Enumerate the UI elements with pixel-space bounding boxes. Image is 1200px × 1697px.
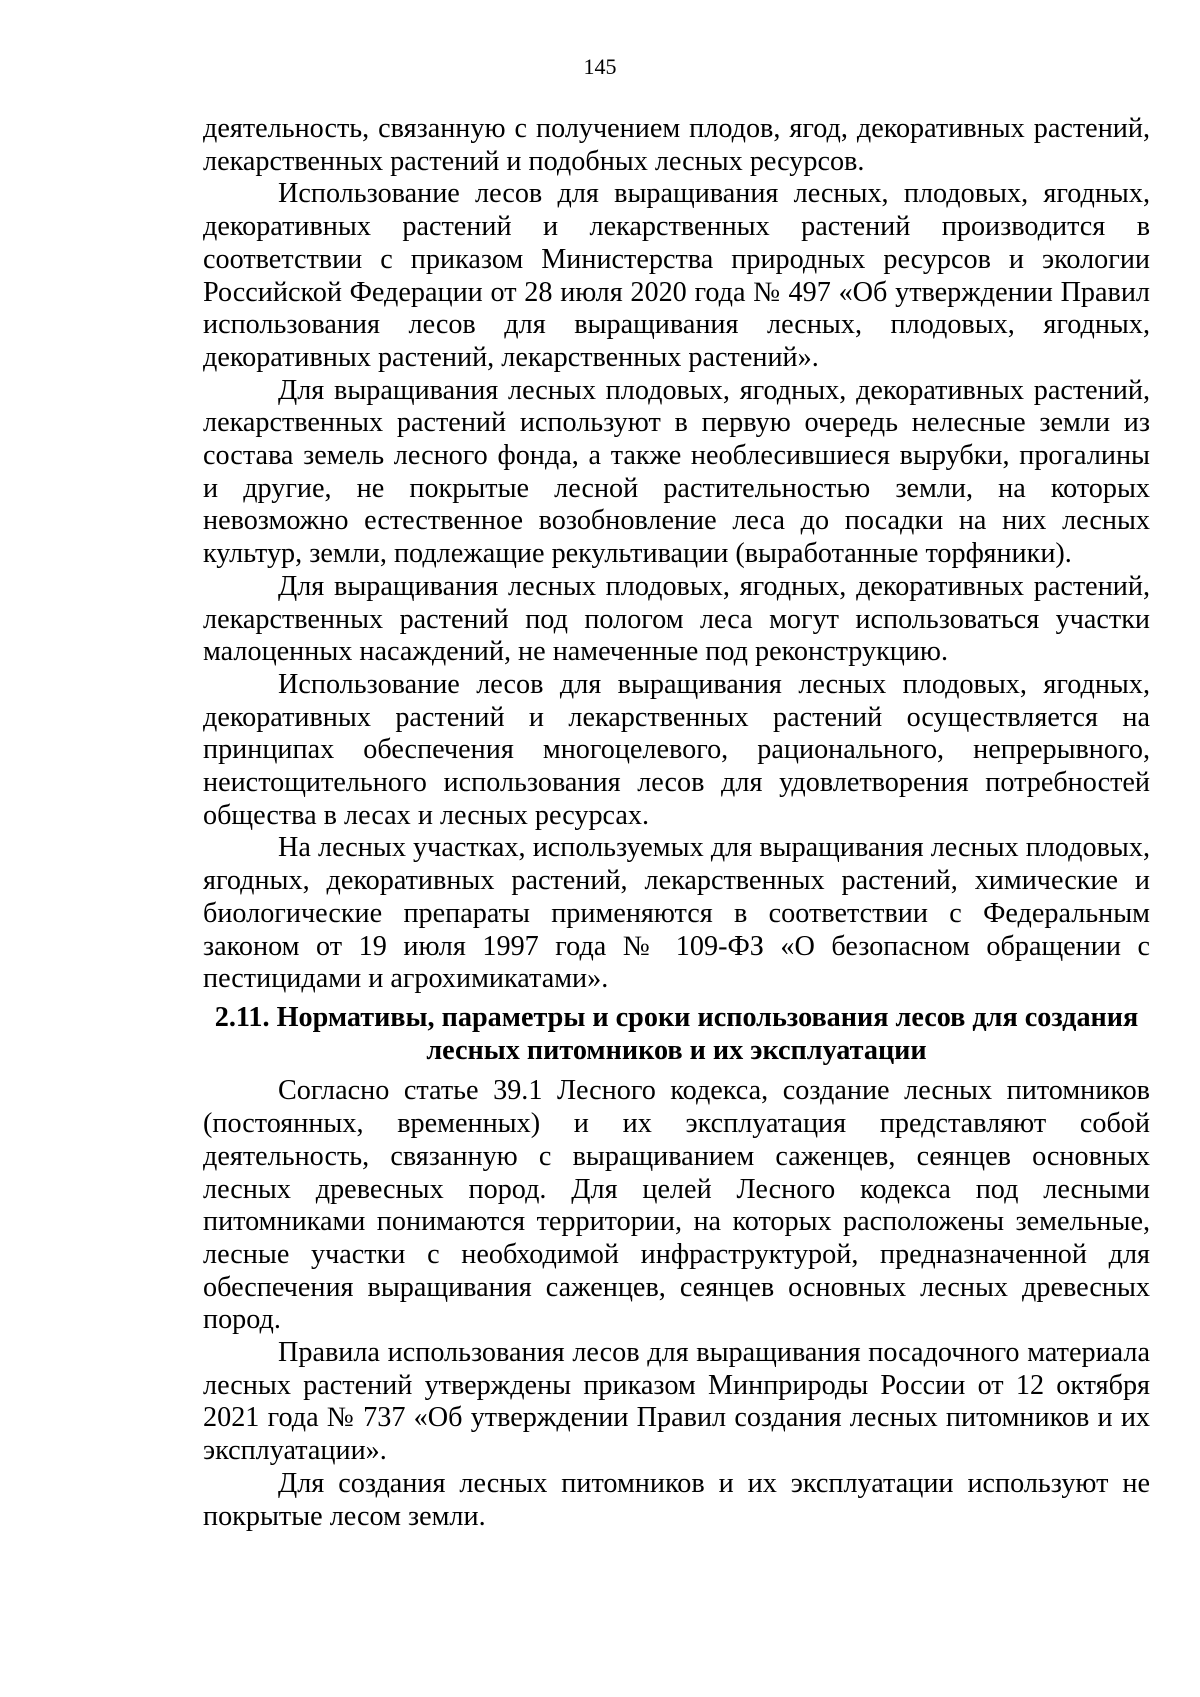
paragraph: Использование лесов для выращивания лесных, плодовых, ягодных, декоративных растений и лекарственных растений производится в соответствии с приказом Министерства природных ресурсов и экологии Российской Федерации от 28 июля 2020 года № 497 «Об утверждении Правил использования лесов для выращивания лесных, плодовых, ягодных, декоративных растений, лекарственных растений». bbox=[203, 178, 1150, 373]
page-number: 145 bbox=[583, 54, 617, 79]
section-heading-line-1: 2.11. Нормативы, параметры и сроки использования лесов для создания bbox=[214, 1001, 1139, 1033]
page-content bbox=[203, 113, 1150, 1533]
section-heading-line-2: лесных питомников и их эксплуатации bbox=[426, 1034, 927, 1066]
paragraph-continuation: деятельность, связанную с получением плодов, ягод, декоративных растений, лекарственных растений и подобных лесных ресурсов. bbox=[203, 113, 1150, 177]
paragraph: Для выращивания лесных плодовых, ягодных, декоративных растений, лекарственных растений используют в первую очередь нелесные земли из состава земель лесного фонда, а также необлесившиеся вырубки, прогалины и другие, не покрытые лесной растительностью земли, на которых невозможно естественное возобновление леса до посадки на них лесных культур, земли, подлежащие рекультивации (выработанные торфяники). bbox=[203, 374, 1150, 570]
paragraph: Согласно статье 39.1 Лесного кодекса, создание лесных питомников (постоянных, временных) и их эксплуатация представляют собой деятельность, связанную с выращиванием саженцев, сеянцев основных лесных древесных пород. Для целей Лесного кодекса под лесными питомниками понимаются территории, на которых расположены земельные, лесные участки с необходимой инфраструктурой, предназначенной для обеспечения выращивания саженцев, сеянцев основных лесных древесных пород. bbox=[203, 1075, 1150, 1336]
section-heading bbox=[203, 1002, 1150, 1067]
paragraph: Для создания лесных питомников и их эксплуатации используют не покрытые лесом земли. bbox=[203, 1467, 1150, 1532]
paragraph: На лесных участках, используемых для выращивания лесных плодовых, ягодных, декоративных растений, лекарственных растений, химические и биологические препараты применяются в соответствии с Федеральным законом от 19 июля 1997 года № 109-ФЗ «О безопасном обращении с пестицидами и агрохимикатами». bbox=[203, 832, 1150, 995]
paragraph: Правила использования лесов для выращивания посадочного материала лесных растений утверждены приказом Минприроды России от 12 октября 2021 года № 737 «Об утверждении Правил создания лесных питомников и их эксплуатации». bbox=[203, 1337, 1150, 1467]
paragraph: Использование лесов для выращивания лесных плодовых, ягодных, декоративных растений и лекарственных растений осуществляется на принципах обеспечения многоцелевого, рационального, непрерывного, неистощительного использования лесов для удовлетворения потребностей общества в лесах и лесных ресурсах. bbox=[203, 668, 1150, 831]
paragraph: Для выращивания лесных плодовых, ягодных, декоративных растений, лекарственных растений под пологом леса могут использоваться участки малоценных насаждений, не намеченные под реконструкцию. bbox=[203, 570, 1150, 668]
